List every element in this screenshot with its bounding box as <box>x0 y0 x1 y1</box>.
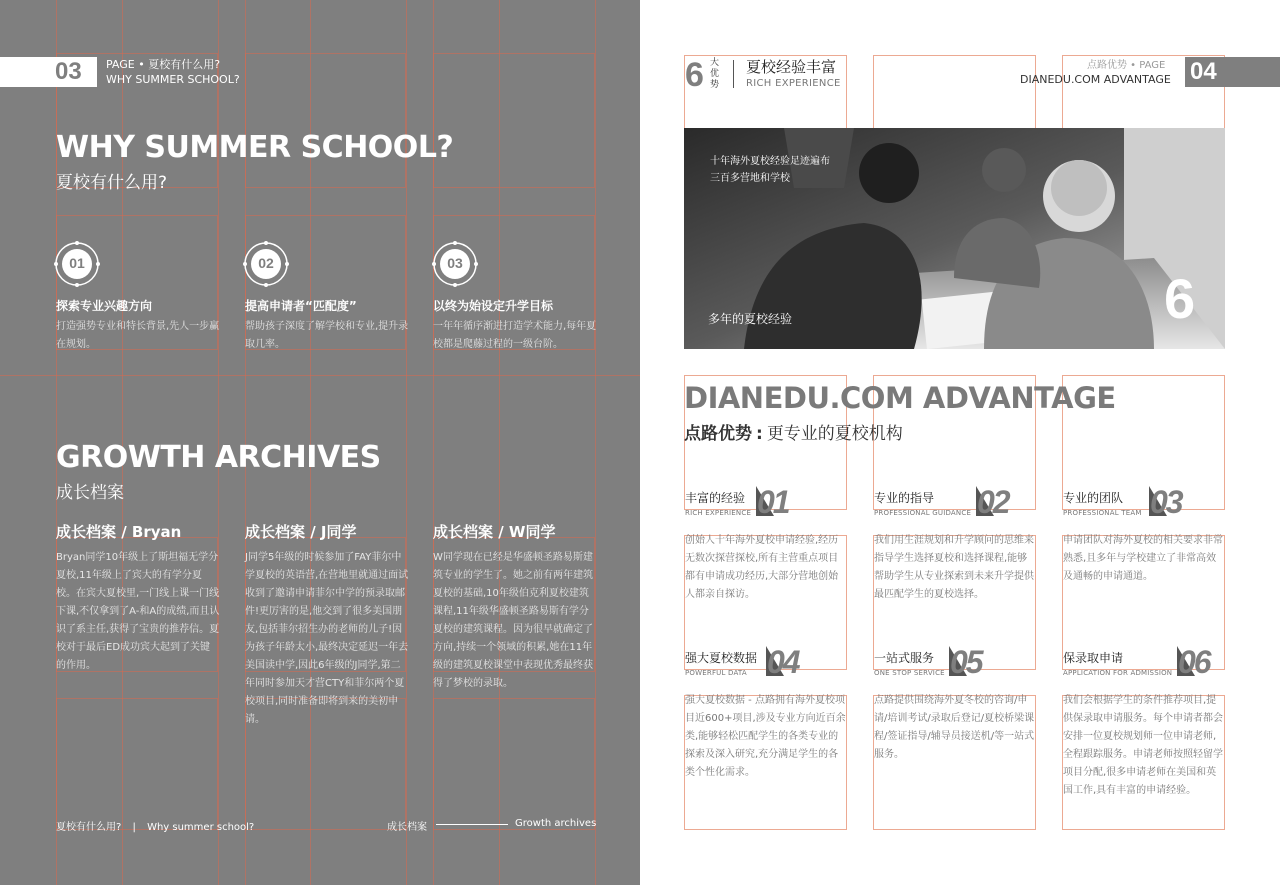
layout-guide <box>433 698 595 830</box>
step-2-title: 提高申请者“匹配度” <box>245 299 357 313</box>
footer-right-cn: 成长档案 <box>387 822 427 833</box>
advantage-heading-cn <box>684 419 903 444</box>
page-subtitle: WHY SUMMER SCHOOL? <box>106 73 240 86</box>
adv-cn-colon: : <box>756 424 763 444</box>
page-subtitle: DIANEDU.COM ADVANTAGE <box>1020 73 1171 86</box>
header-subtitle: RICH EXPERIENCE <box>746 78 841 89</box>
card-3-title: 专业的团队 <box>1063 491 1124 505</box>
page-number: 04 <box>1190 58 1217 85</box>
card-1-desc: 创始人十年海外夏校申请经验,经历无数次探营探校,所有主营重点项目都有申请成功经历,大部分营地创始人都亲自探访。 <box>685 535 839 600</box>
heading-en: WHY SUMMER SCHOOL? <box>56 130 454 165</box>
page-number-box <box>0 57 97 87</box>
photo-caption-3: 多年的夏校经验 <box>708 312 793 326</box>
step-3-desc: 一年年循序渐进打造学术能力,每年夏校都是爬藤过程的一级台阶。 <box>433 321 597 350</box>
step-3-title: 以终为始设定升学目标 <box>433 299 554 313</box>
badge-vertical <box>710 58 722 91</box>
layout-guide <box>595 0 596 885</box>
archives-heading-cn: 成长档案 <box>56 483 124 503</box>
card-3-desc: 申请团队对海外夏校的相关要求非常熟悉,且多年与学校建立了非常高效及通畅的申请通道。 <box>1063 535 1223 582</box>
archive-2-title: 成长档案 / J同学 <box>245 523 357 541</box>
step-2-number: 02 <box>258 255 274 271</box>
adv-cn-rest: 更专业的夏校机构 <box>766 424 903 444</box>
card-6-desc: 我们会根据学生的条件推荐项目,提供保录取申请服务。每个申请者都会安排一位夏校规划师一位申请老师,全程跟踪服务。申请老师按照轻留学项目分配,很多申请老师在美国和英国工作,具有丰富的申请经验。 <box>1063 695 1223 796</box>
step-1-number: 01 <box>69 255 85 271</box>
card-1-title: 丰富的经验 <box>685 491 746 505</box>
footer-left-cn: 夏校有什么用? <box>56 822 122 833</box>
photo-big-number: 6 <box>1164 267 1196 330</box>
adv-cn-main: 点路优势 <box>684 424 752 444</box>
card-4-title: 强大夏校数据 <box>685 651 758 665</box>
step-3-number: 03 <box>447 255 463 271</box>
page-label: 点路优势 • PAGE <box>1087 60 1166 71</box>
photo-caption-1: 十年海外夏校经验足迹遍布 <box>710 156 830 167</box>
card-3-number: 03 <box>1150 484 1182 520</box>
card-6-sub: APPLICATION FOR ADMISSION <box>1063 669 1173 677</box>
page-label: PAGE • 夏校有什么用? <box>106 58 221 71</box>
footer-right-en: Growth archives <box>515 818 597 829</box>
page-number: 03 <box>55 58 82 85</box>
advantage-heading-en: DIANEDU.COM ADVANTAGE <box>684 381 1116 415</box>
footer-left <box>56 818 254 833</box>
archive-3-title: 成长档案 / W同学 <box>433 523 556 541</box>
card-3-sub: PROFESSIONAL TEAM <box>1063 509 1142 517</box>
badge-char: 大 <box>710 58 720 68</box>
card-5-sub: ONE STOP SERVICE <box>874 669 945 677</box>
step-2-desc: 帮助孩子深度了解学校和专业,提升录取几率。 <box>245 321 409 350</box>
badge-char: 势 <box>710 80 720 90</box>
archive-3-text: W同学现在已经是华盛顿圣路易斯建筑专业的学生了。她之前有两年建筑夏校的基础,10年级伯克利夏校建筑课程,11年级华盛顿圣路易斯有学分夏校的建筑课程。因为很早就确定了方向,持续一个领域的积累,她在11年级的建筑夏校课堂中表现优秀最终获得了梦校的录取。 <box>433 552 593 689</box>
archives-heading-en: GROWTH ARCHIVES <box>56 440 381 475</box>
card-2-number: 02 <box>977 484 1009 520</box>
card-4-number: 04 <box>767 644 799 680</box>
badge-char: 优 <box>710 69 720 79</box>
card-2-desc: 我们用生涯规划和升学顾问的思维来指导学生选择夏校和选择课程,能够帮助学生从专业探索到未来升学提供最匹配学生的夏校选择。 <box>874 535 1034 600</box>
footer-left-en: Why summer school? <box>147 822 255 833</box>
right-page <box>640 0 1280 885</box>
card-4-desc: 强大夏校数据 - 点路拥有海外夏校项目近600+项目,涉及专业方向近百余类,能够轻松匹配学生的各类专业的探索及深入研究,充分满足学生的各类个性化需求。 <box>685 695 846 778</box>
card-4-sub: POWERFUL DATA <box>685 669 747 677</box>
archive-2-text: J同学5年级的时候参加了FAY菲尔中学夏校的英语营,在营地里就通过面试收到了邀请申请菲尔中学的预录取邮件!更厉害的是,他交到了很多美国朋友,包括菲尔招生办的老师的儿子!因为孩子年龄太小,最终决定延迟一年去美国读中学,因此6年级的J同学,第二年同时参加天才营CTY和菲尔两个夏校项目,同时准备即将到来的美初申请。 <box>245 552 409 725</box>
layout-guide <box>56 698 218 830</box>
badge-divider <box>733 60 734 88</box>
step-1-title: 探索专业兴趣方向 <box>56 299 153 313</box>
layout-guide <box>245 53 406 188</box>
header-title: 夏校经验丰富 <box>746 58 837 76</box>
card-5-number: 05 <box>950 644 982 680</box>
layout-guide <box>433 53 595 188</box>
archive-1-title: 成长档案 / Bryan <box>56 523 182 541</box>
card-2-sub: PROFESSIONAL GUIDANCE <box>874 509 972 517</box>
layout-guide <box>0 375 640 376</box>
archive-1-text: Bryan同学10年级上了斯坦福无学分夏校,11年级上了宾大的有学分夏校。在宾大夏校里,一门线上课一门线下课,不仅拿到了A-和A的成绩,而且认识了系主任,获得了宝贵的推荐信。夏校对于最后ED成功宾大起到了关键的作用。 <box>56 552 220 671</box>
photo-caption-2: 三百多营地和学校 <box>710 173 790 184</box>
card-6-title: 保录取申请 <box>1063 651 1124 665</box>
footer-separator: | <box>132 822 136 833</box>
card-2-title: 专业的指导 <box>874 491 935 505</box>
step-1-desc: 打造强势专业和特长背景,先人一步赢在规划。 <box>56 321 220 350</box>
card-1-sub: RICH EXPERIENCE <box>685 509 752 517</box>
card-6-number: 06 <box>1178 644 1210 680</box>
photo-kids-studying <box>684 128 1225 349</box>
footer-rule <box>436 824 508 825</box>
heading-cn: 夏校有什么用? <box>56 173 168 193</box>
card-1-number: 01 <box>757 484 789 520</box>
card-5-desc: 点路提供围绕海外夏冬校的咨询/申请/培训考试/录取后登记/夏校桥梁课程/签证指导/辅导员接送机/等一站式服务。 <box>874 695 1035 760</box>
card-5-title: 一站式服务 <box>874 651 935 665</box>
badge-number: 6 <box>685 56 704 94</box>
